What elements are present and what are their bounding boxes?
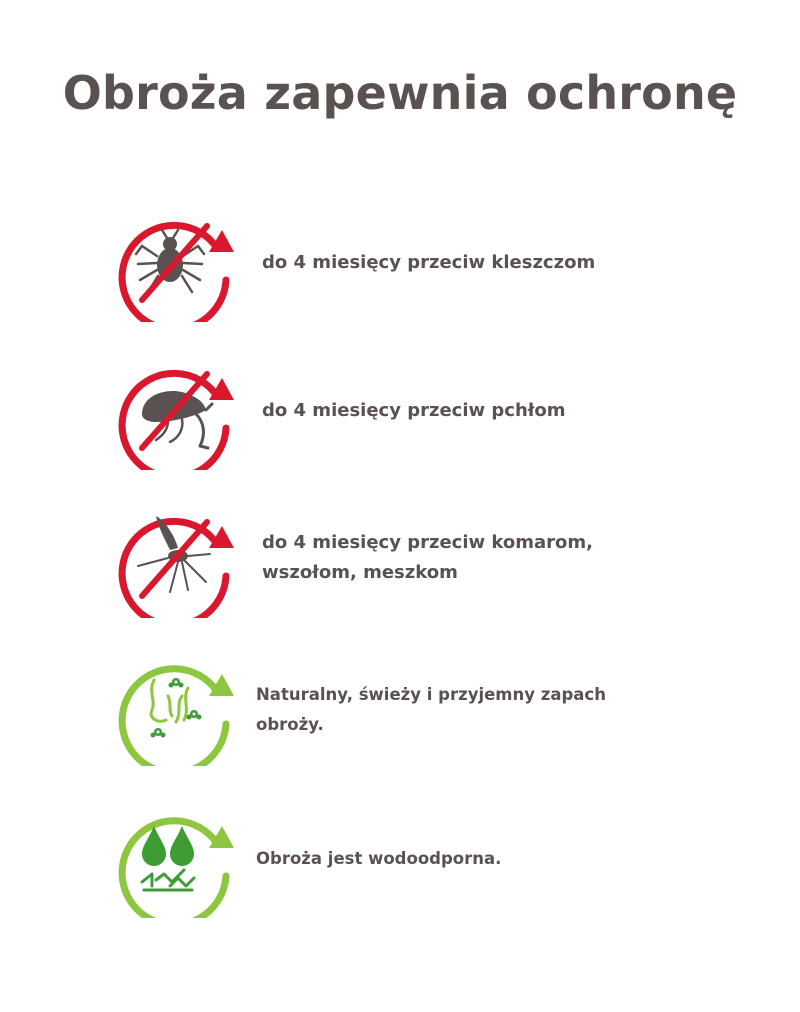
feature-item-mosquitoes [112,504,732,624]
feature-item-scent [112,652,732,772]
flea-prohibited-icon [112,356,240,470]
fresh-scent-icon [112,652,240,766]
mosquito-prohibited-icon [112,504,240,618]
feature-text: Obroża jest wodoodporna. [256,849,502,868]
feature-item-waterproof [112,804,732,924]
waterproof-drops-icon [112,804,240,918]
feature-text: do 4 miesięcy przeciw pchłom [262,400,566,421]
feature-text: do 4 miesięcy przeciw komarom, wszołom, meszkom [262,532,593,583]
feature-item-fleas [112,356,732,476]
tick-prohibited-icon [112,208,240,322]
page-title: Obroża zapewnia ochronę [62,66,738,120]
feature-item-ticks [112,208,732,328]
feature-text: Naturalny, świeży i przyjemny zapach obroży. [256,685,606,734]
feature-text: do 4 miesięcy przeciw kleszczom [262,252,596,273]
